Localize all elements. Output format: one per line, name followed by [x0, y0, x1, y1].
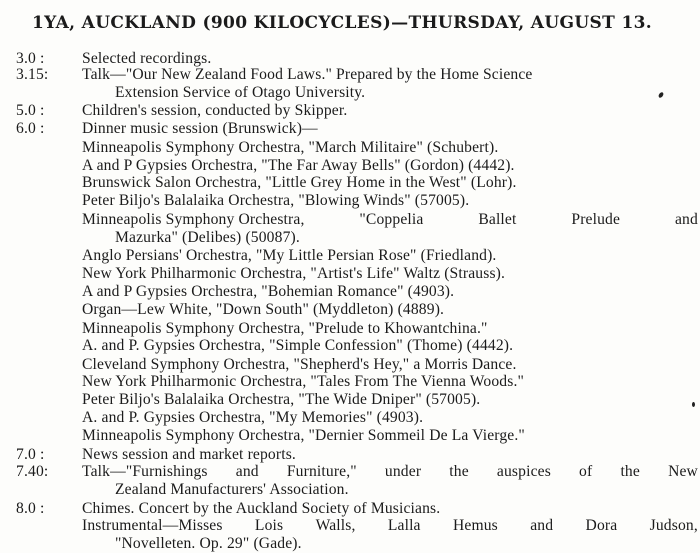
entry-word: Lalla: [387, 517, 421, 534]
entry-word: Instrumental—Misses: [82, 517, 223, 534]
entry-word: Judson,: [649, 517, 698, 534]
programme-entry: News session and market reports.: [82, 446, 296, 463]
programme-line: [0, 120, 700, 138]
programme-entry: A. and P. Gypsies Orchestra, "My Memories" (4903).: [82, 409, 424, 426]
programme-entry: Zealand Manufacturers' Association.: [115, 481, 349, 498]
programme-line: [0, 229, 700, 247]
programme-line: [0, 174, 700, 192]
programme-entry: New York Philharmonic Orchestra, "Artist's Life" Waltz (Strauss).: [82, 265, 506, 282]
programme-entry: A and P Gypsies Orchestra, "Bohemian Romance" (4903).: [82, 283, 455, 300]
programme-line: [0, 535, 700, 553]
entry-word: Dora: [585, 517, 618, 534]
programme-entry: "Novelleten. Op. 29" (Gade).: [115, 535, 302, 552]
entry-word: Lois: [254, 517, 284, 534]
entry-word: Prelude: [571, 211, 621, 228]
programme-entry: Minneapolis Symphony Orchestra, "March Militaire" (Schubert).: [82, 139, 499, 156]
entry-word: New: [668, 463, 698, 480]
time-label: 7.0 :: [16, 446, 45, 463]
entry-word: "Coppelia: [359, 211, 424, 228]
time-label: 3.0 :: [16, 50, 45, 67]
programme-entry: Cleveland Symphony Orchestra, "Shepherd's Hey," a Morris Dance.: [82, 356, 517, 373]
programme-line: [0, 211, 700, 229]
programme-line: [0, 192, 700, 210]
programme-entry: Peter Biljo's Balalaika Orchestra, "The Wide Dniper" (57005).: [82, 391, 481, 408]
time-label: 3.15:: [16, 66, 49, 83]
entry-word: under: [384, 463, 422, 480]
programme-line: [0, 157, 700, 175]
entry-word: the: [620, 463, 640, 480]
entry-word: the: [449, 463, 469, 480]
entry-word: Talk—"Furnishings: [82, 463, 208, 480]
programme-line: [0, 247, 700, 265]
programme-entry: Minneapolis Symphony Orchestra, "Prelude to Khowantchina.": [82, 320, 488, 337]
time-label: 5.0 :: [16, 102, 45, 119]
programme-line: [0, 66, 700, 84]
programme-entry: Organ—Lew White, "Down South" (Myddleton) (4889).: [82, 301, 445, 318]
programme-line: [0, 320, 700, 338]
programme-line: [0, 517, 700, 535]
time-label: 7.40:: [16, 463, 49, 480]
programme-line: [0, 139, 700, 157]
programme-line: [0, 409, 700, 427]
programme-line: [0, 102, 700, 120]
entry-word: Ballet: [478, 211, 517, 228]
ink-speck: [692, 402, 695, 407]
programme-entry: Minneapolis Symphony Orchestra, "Dernier Sommeil De La Vierge.": [82, 427, 525, 444]
programme-entry: New York Philharmonic Orchestra, "Tales From The Vienna Woods.": [82, 373, 525, 390]
entry-word: and: [235, 463, 259, 480]
programme-line: [0, 446, 700, 464]
programme-heading: 1YA, AUCKLAND (900 KILOCYCLES)—THURSDAY, AUGUST 13.: [32, 13, 653, 33]
programme-line: [0, 391, 700, 409]
programme-line: [0, 337, 700, 355]
programme-entry: Selected recordings.: [82, 50, 212, 67]
programme-entry: Dinner music session (Brunswick)—: [82, 120, 318, 137]
programme-entry: Brunswick Salon Orchestra, "Little Grey Home in the West" (Lohr).: [82, 174, 517, 191]
programme-line: [0, 373, 700, 391]
programme-line: [0, 463, 700, 481]
programme-entry: Peter Biljo's Balalaika Orchestra, "Blowing Winds" (57005).: [82, 192, 470, 209]
programme-entry: A. and P. Gypsies Orchestra, "Simple Confession" (Thome) (4442).: [82, 337, 514, 354]
entry-word: and: [674, 211, 698, 228]
programme-line: [0, 265, 700, 283]
programme-line: [0, 481, 700, 499]
time-label: 6.0 :: [16, 120, 45, 137]
programme-entry: A and P Gypsies Orchestra, "The Far Away Bells" (Gordon) (4442).: [82, 157, 515, 174]
programme-entry: Talk—"Our New Zealand Food Laws." Prepared by the Home Science: [82, 66, 533, 83]
programme-line: [0, 500, 700, 518]
programme-entry: [82, 463, 698, 481]
programme-line: [0, 427, 700, 445]
entry-word: auspices: [496, 463, 551, 480]
programme-line: [0, 283, 700, 301]
programme-entry: Extension Service of Otago University.: [115, 84, 366, 101]
programme-line: [0, 301, 700, 319]
programme-entry: Children's session, conducted by Skipper.: [82, 102, 348, 119]
programme-entry: [82, 517, 698, 535]
entry-word: Furniture,": [286, 463, 357, 480]
programme-entry: Mazurka" (Delibes) (50087).: [115, 229, 300, 246]
programme-line: [0, 356, 700, 374]
entry-word: Minneapolis Symphony Orchestra,: [82, 211, 305, 228]
programme-entry: [82, 211, 698, 229]
programme-entry: Chimes. Concert by the Auckland Society of Musicians.: [82, 500, 441, 517]
programme-entry: Anglo Persians' Orchestra, "My Little Persian Rose" (Friedland).: [82, 247, 497, 264]
entry-word: Hemus: [452, 517, 498, 534]
entry-word: Walls,: [315, 517, 356, 534]
entry-word: and: [530, 517, 554, 534]
time-label: 8.0 :: [16, 500, 45, 517]
entry-word: of: [579, 463, 593, 480]
programme-line: [0, 84, 700, 102]
